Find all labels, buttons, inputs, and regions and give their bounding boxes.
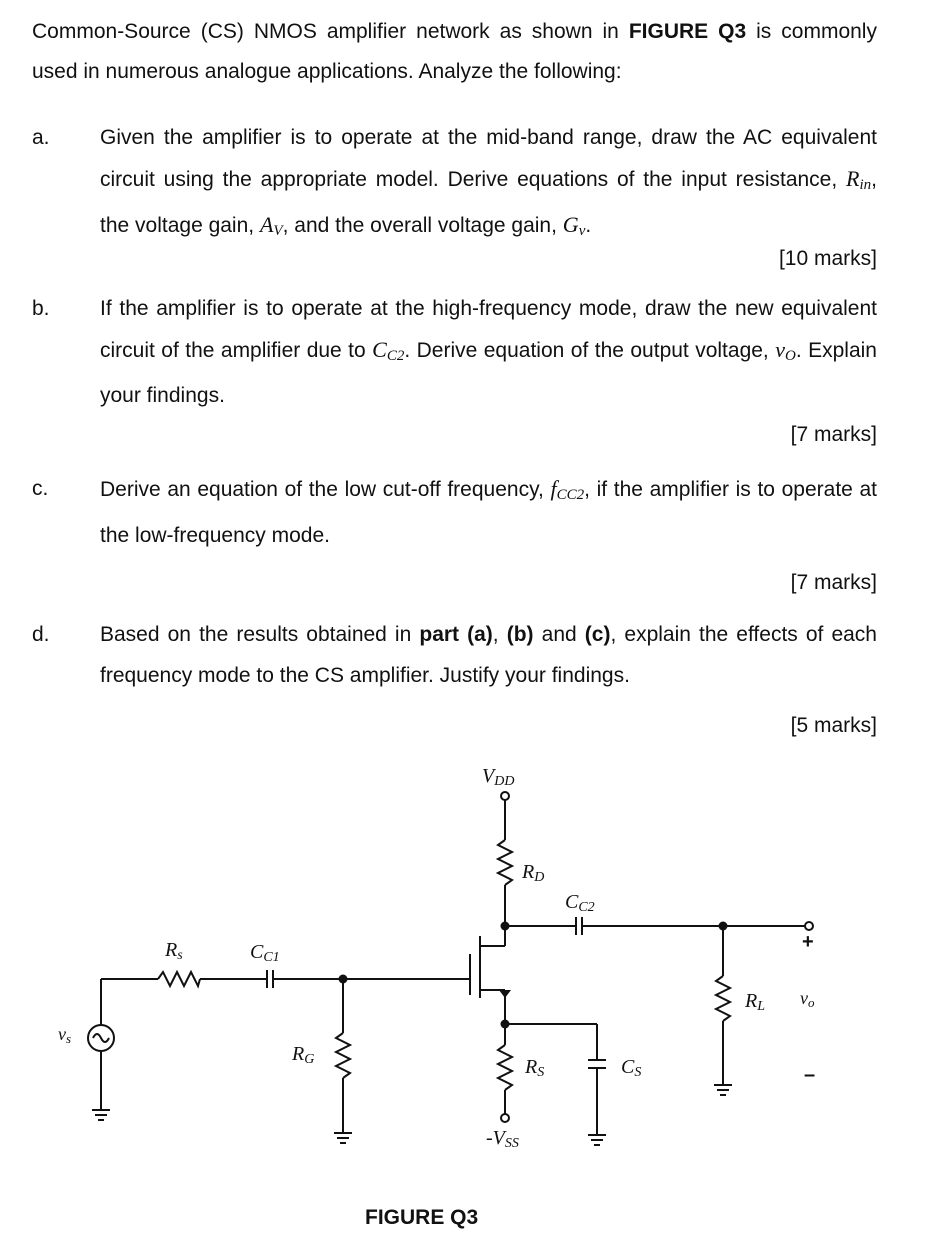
ground-vs [92,1110,110,1120]
source-arrow [499,990,511,998]
question-a-label: a. [32,126,50,149]
cc1-label: CC1 [250,941,280,965]
question-d-text: Based on the results obtained in part (a), (b) and (c), explain the effects of each frequency mode to the CS amplifier. Justify your findings. [100,623,877,687]
vs-label: vs [58,1024,72,1046]
question-d-label: d. [32,623,50,646]
vdd-terminal [501,792,509,800]
vo-plus-sign: + [802,931,814,953]
cc2-label: CC2 [565,891,595,915]
vss-terminal [501,1114,509,1122]
rsig-label: Rs [165,939,183,963]
ground-rl [714,1085,732,1095]
question-d-marks: [5 marks] [790,714,877,737]
figure-reference: FIGURE Q3 [628,20,747,43]
intro-paragraph [32,12,877,92]
rs-resistor [498,1045,512,1090]
vdd-label: VDD [482,765,515,789]
cs-amplifier-circuit [0,740,933,1200]
rd-label: RD [522,861,545,885]
cs-label: CS [621,1056,642,1080]
vo-minus-sign: – [804,1064,816,1086]
ground-cs [588,1135,606,1145]
rl-label: RL [745,990,766,1014]
vss-label: -VSS [486,1127,519,1151]
question-a-marks: [10 marks] [778,247,877,270]
rd-resistor [498,840,512,885]
intro-text-2: is commonly used in numerous analogue applications. Analyze the following: [32,20,877,83]
rg-label: RG [292,1043,315,1067]
rsig-resistor [158,972,200,986]
question-c-label: c. [32,477,49,500]
vo-plus-terminal [805,922,813,930]
question-c-text: Derive an equation of the low cut-off frequency, $f_{CC2}$, if the amplifier is to operate at the low-frequency mode. [100,476,877,547]
figure-caption: FIGURE Q3 [365,1206,479,1229]
question-c-marks: [7 marks] [790,571,877,594]
question-b-text: If the amplifier is to operate at the high-frequency mode, draw the new equivalent circuit of the amplifier due to $C_{C2}$. Derive equation of the output voltage, $v_O$. Explain your findings. [100,297,877,407]
rl-resistor [716,976,730,1021]
rg-resistor [336,1033,350,1078]
question-a-text: Given the amplifier is to operate at the mid-band range, draw the AC equivalent circuit using the appropriate model. Derive equations of the input resistance, $R_{in}$, the voltage gain, $A_V$, and the overall voltage gain, $G_v$. [100,126,877,239]
vo-label: vo [800,988,815,1010]
vs-sine [93,1034,109,1042]
intro-text-1: Common-Source (CS) NMOS amplifier network as shown in [32,20,619,43]
question-b-marks: [7 marks] [790,423,877,446]
rs-label: RS [525,1056,545,1080]
question-b-label: b. [32,297,50,320]
ground-rg [334,1133,352,1143]
